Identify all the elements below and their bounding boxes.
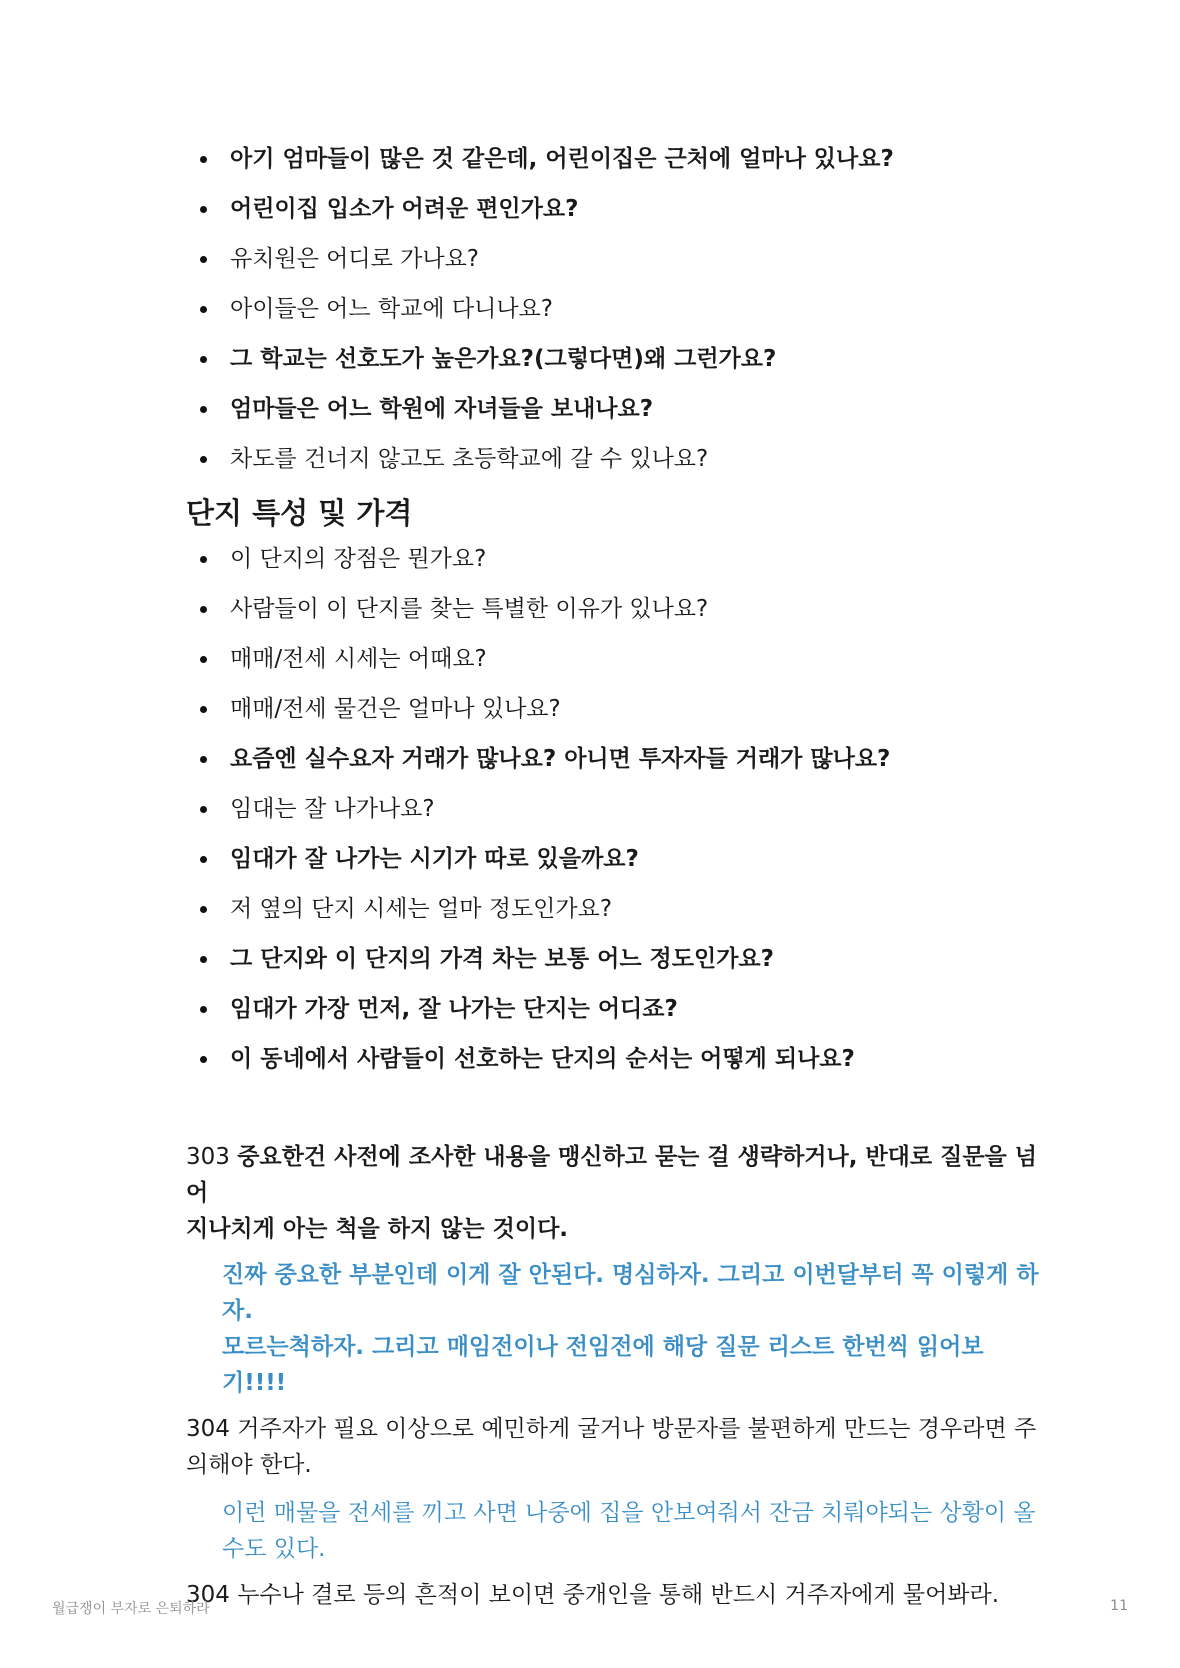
question-item xyxy=(186,243,1046,275)
question-text: 저 옆의 단지 시세는 얼마 정도인가요? xyxy=(230,896,613,922)
comment-line2: 수도 있다. xyxy=(222,1536,326,1562)
question-text: 임대가 가장 먼저, 잘 나가는 단지는 어디죠? xyxy=(230,996,678,1022)
page-content xyxy=(186,138,1046,1613)
comment-line1: 이런 매물을 전세를 끼고 사면 나중에 집을 안보여줘서 잔금 치뤄야되는 상황이 올 xyxy=(222,1500,1036,1526)
childcare-question-list xyxy=(186,143,1046,475)
note-number: 304 xyxy=(186,1416,230,1442)
question-text: 이 동네에서 사람들이 선호하는 단지의 순서는 어떻게 되나요? xyxy=(230,1046,855,1072)
note-number: 304 xyxy=(186,1582,230,1608)
bullet-icon xyxy=(200,256,207,263)
question-item xyxy=(186,943,1046,975)
bullet-icon xyxy=(200,856,207,863)
question-text: 그 단지와 이 단지의 가격 차는 보통 어느 정도인가요? xyxy=(230,946,774,972)
bullet-icon xyxy=(200,556,207,563)
note-304 xyxy=(186,1411,1046,1483)
question-text: 아이들은 어느 학교에 다니나요? xyxy=(230,296,553,322)
question-item xyxy=(186,1043,1046,1075)
bullet-icon xyxy=(200,656,207,663)
footer-page-number: 11 xyxy=(1110,1598,1128,1614)
bullet-icon xyxy=(200,356,207,363)
bullet-icon xyxy=(200,156,207,163)
question-text: 이 단지의 장점은 뭔가요? xyxy=(230,546,487,572)
question-item xyxy=(186,543,1046,575)
bullet-icon xyxy=(200,456,207,463)
note-text-line2: 의해야 한다. xyxy=(186,1452,312,1478)
note-304-leak xyxy=(186,1577,1046,1613)
note-303 xyxy=(186,1139,1046,1247)
question-item xyxy=(186,193,1046,225)
question-item xyxy=(186,993,1046,1025)
bullet-icon xyxy=(200,756,207,763)
comment-note-304 xyxy=(186,1495,1046,1567)
footer-book-title: 월급쟁이 부자로 은퇴하라 xyxy=(52,1601,210,1617)
bullet-icon xyxy=(200,1006,207,1013)
question-item xyxy=(186,393,1046,425)
bullet-icon xyxy=(200,706,207,713)
question-item xyxy=(186,843,1046,875)
bullet-icon xyxy=(200,906,207,913)
question-text: 어린이집 입소가 어려운 편인가요? xyxy=(230,196,579,222)
bullet-icon xyxy=(200,406,207,413)
bullet-icon xyxy=(200,206,207,213)
question-item xyxy=(186,443,1046,475)
question-item xyxy=(186,293,1046,325)
bullet-icon xyxy=(200,806,207,813)
comment-line2: 모르는척하자. 그리고 매임전이나 전임전에 해당 질문 리스트 한번씩 읽어보기!!!! xyxy=(222,1334,984,1396)
question-text: 임대는 잘 나가나요? xyxy=(230,796,435,822)
note-text-line2: 지나치게 아는 척을 하지 않는 것이다. xyxy=(186,1216,569,1242)
question-text: 매매/전세 시세는 어때요? xyxy=(230,646,487,672)
question-text: 매매/전세 물건은 얼마나 있나요? xyxy=(230,696,561,722)
section-heading: 단지 특성 및 가격 xyxy=(186,496,413,530)
note-text-line1: 누수나 결로 등의 흔적이 보이면 중개인을 통해 반드시 거주자에게 물어봐라. xyxy=(237,1582,1000,1608)
question-text: 사람들이 이 단지를 찾는 특별한 이유가 있나요? xyxy=(230,596,709,622)
question-item xyxy=(186,593,1046,625)
note-number: 303 xyxy=(186,1144,230,1170)
complex-question-list xyxy=(186,543,1046,1075)
question-text: 그 학교는 선호도가 높은가요?(그렇다면)왜 그런가요? xyxy=(230,346,777,372)
question-item xyxy=(186,143,1046,175)
question-item xyxy=(186,793,1046,825)
question-item xyxy=(186,893,1046,925)
bullet-icon xyxy=(200,956,207,963)
question-text: 아기 엄마들이 많은 것 같은데, 어린이집은 근처에 얼마나 있나요? xyxy=(230,146,894,172)
question-item xyxy=(186,343,1046,375)
question-item xyxy=(186,693,1046,725)
bullet-icon xyxy=(200,606,207,613)
comment-note-303 xyxy=(186,1257,1046,1401)
note-text-line1: 중요한건 사전에 조사한 내용을 맹신하고 묻는 걸 생략하거나, 반대로 질문을 넘어 xyxy=(186,1144,1038,1206)
question-text: 유치원은 어디로 가나요? xyxy=(230,246,480,272)
comment-line1: 진짜 중요한 부분인데 이게 잘 안된다. 명심하자. 그리고 이번달부터 꼭 이렇게 하자. xyxy=(222,1262,1039,1324)
question-item xyxy=(186,743,1046,775)
question-text: 임대가 잘 나가는 시기가 따로 있을까요? xyxy=(230,846,639,872)
bullet-icon xyxy=(200,1056,207,1063)
question-text: 엄마들은 어느 학원에 자녀들을 보내나요? xyxy=(230,396,654,422)
bullet-icon xyxy=(200,306,207,313)
note-text-line1: 거주자가 필요 이상으로 예민하게 굴거나 방문자를 불편하게 만드는 경우라면 주 xyxy=(237,1416,1037,1442)
question-text: 요즘엔 실수요자 거래가 많나요? 아니면 투자자들 거래가 많나요? xyxy=(230,746,891,772)
question-text: 차도를 건너지 않고도 초등학교에 갈 수 있나요? xyxy=(230,446,709,472)
question-item xyxy=(186,643,1046,675)
